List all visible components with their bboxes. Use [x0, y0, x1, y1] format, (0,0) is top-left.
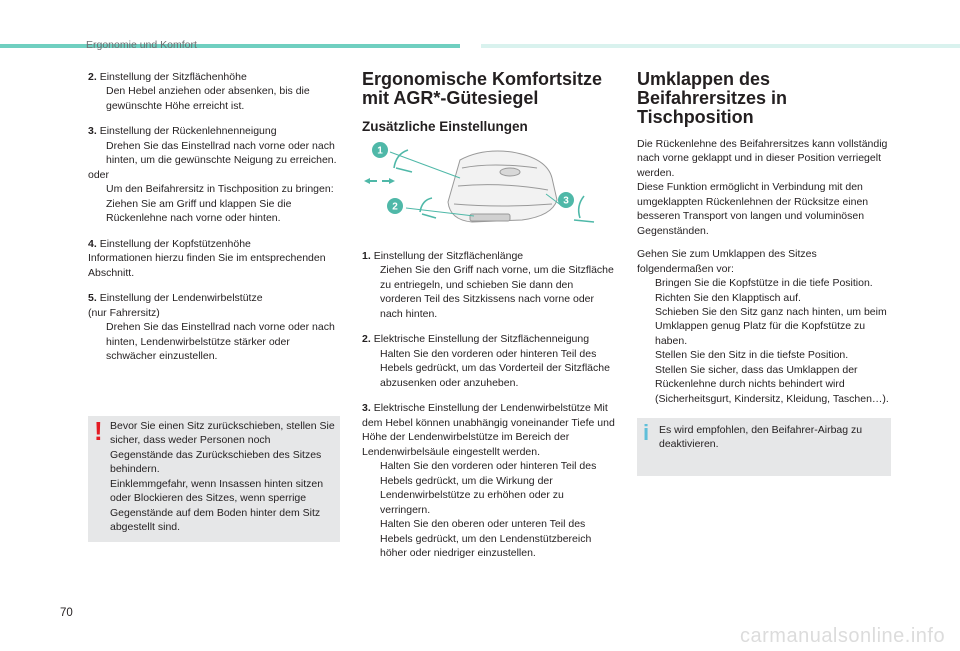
- warning-text: Bevor Sie einen Sitz zurückschieben, stellen Sie sicher, dass weder Personen noch Gegenstände das Zurückschieben des Sitzes behindern. Einklemmgefahr, wenn Insassen hinten sitzen oder Blockieren des Sitzes, wenn sperrige Gegenstände auf dem Boden hinter dem Sitz abgestellt sind.: [110, 420, 335, 534]
- bullet-item: Stellen Sie sicher, dass das Umklappen der Rückenlehne durch nichts behindert wird (Sicherheitsgurt, Kindersitz, Kleidung, Taschen…).: [655, 363, 889, 405]
- seat-diagram-svg: [362, 138, 616, 244]
- bullet-item: Stellen Sie den Sitz in die tiefste Position.: [655, 349, 849, 362]
- bullet-item: Den Hebel anziehen oder absenken, bis die gewünschte Höhe erreicht ist.: [106, 85, 310, 112]
- paragraph: Diese Funktion ermöglicht in Verbindung mit den umgeklappten Rückenlehnen der Rücksitze einen besseren Transport von langen und voluminösen Gegenständen.: [637, 181, 869, 237]
- item-title: Elektrische Einstellung der Lendenwirbelstütze: [373, 402, 591, 415]
- heading-comfort-seats: Ergonomische Komfortsitze mit AGR*-Gütesiegel: [362, 69, 603, 108]
- column-middle: [362, 70, 616, 146]
- bullet-item: Um den Beifahrersitz in Tischposition zu bringen: Ziehen Sie am Griff und klappen Sie die Rückenlehne nach vorne oder hinten.: [106, 183, 334, 225]
- item-title: Einstellung der Sitzflächenhöhe: [99, 71, 247, 83]
- column-right: [637, 70, 891, 406]
- page-number: 70: [60, 607, 73, 619]
- item-number: 1.: [362, 250, 371, 262]
- item-subtitle: (nur Fahrersitz): [88, 306, 160, 319]
- bullet-item: Richten Sie den Klapptisch auf.: [655, 291, 801, 304]
- bullet-item: Bringen Sie die Kopfstütze in die tiefe Position.: [655, 277, 873, 290]
- item-text: Informationen hierzu finden Sie im entsprechenden Abschnitt.: [88, 252, 326, 279]
- item-title: Einstellung der Rückenlehnenneigung: [99, 125, 277, 138]
- bullet-item: Halten Sie den oberen oder unteren Teil des Hebels gedrückt, um den Lendenstützbereich höher oder niedriger einzustellen.: [380, 518, 592, 560]
- callout-2: 2: [392, 201, 398, 213]
- item-electric-lumbar: 3. Elektrische Einstellung der Lendenwirbelstütze Mit dem Hebel können unabhängig voneinander Tiefe und Höhe der Lendenwirbelstütze im Bereich der Lendenwirbelsäule eingestellt werden. Halten Sie den vorderen oder hinteren Teil des Hebels gedrückt, um die Wirkung der Lendenwirbelstütze zu erhöhen oder zu verringern. Halten Sie den oberen oder unteren Teil des Hebels gedrückt, um den Lendenstützbereich höher oder niedriger einzustellen.: [362, 402, 615, 560]
- bullet-item: Drehen Sie das Einstellrad nach vorne oder nach hinten, Lendenwirbelstütze stärker oder schwächer einzustellen.: [106, 321, 335, 363]
- callout-1: 1: [377, 145, 383, 157]
- item-lumbar-support: [88, 291, 340, 363]
- column-left: [88, 70, 340, 364]
- item-title: Einstellung der Lendenwirbelstütze: [99, 292, 263, 305]
- item-number: 3.: [362, 402, 371, 415]
- item-title: Einstellung der Sitzflächenlänge: [373, 250, 524, 262]
- seat-illustration: [362, 138, 616, 244]
- or-text: oder: [88, 168, 110, 181]
- paragraph: Die Rückenlehne des Beifahrersitzes kann vollständig nach vorne geklappt und in dieser Position verriegelt werden.: [637, 137, 888, 179]
- item-number: 2.: [362, 333, 371, 346]
- item-seat-length: [362, 249, 616, 321]
- item-title: Elektrische Einstellung der Sitzflächenneigung: [373, 333, 590, 346]
- item-number: 3.: [88, 125, 97, 138]
- procedure-intro: Gehen Sie zum Umklappen des Sitzes folgendermaßen vor:: [637, 248, 817, 275]
- section-title: Ergonomie und Komfort: [86, 39, 197, 51]
- warning-icon: !: [94, 416, 103, 446]
- item-seat-tilt: [362, 332, 616, 390]
- callout-3: 3: [563, 195, 569, 207]
- info-box: [637, 418, 891, 476]
- info-text: Es wird empfohlen, den Beifahrer-Airbag zu deaktivieren.: [659, 424, 863, 451]
- info-icon: i: [643, 420, 650, 445]
- item-seat-height: [88, 70, 340, 113]
- item-number: 5.: [88, 292, 97, 305]
- watermark: carmanualsonline.info: [740, 625, 946, 647]
- item-number: 2.: [88, 71, 97, 83]
- item-number: 4.: [88, 237, 97, 250]
- warning-box: [88, 416, 340, 542]
- header-bar-right: [481, 44, 960, 48]
- bullet-item: Halten Sie den vorderen oder hinteren Teil des Hebels gedrückt, um die Wirkung der Lendenwirbelstütze zu erhöhen oder zu verringern.: [380, 460, 597, 516]
- bullet-item: Drehen Sie das Einstellrad nach vorne oder nach hinten, um die gewünschte Neigung zu erreichen.: [106, 139, 337, 167]
- heading-table-position: Umklappen des Beifahrersitzes in Tischposition: [637, 69, 788, 127]
- item-backrest-angle: [88, 124, 340, 225]
- bullet-item: Halten Sie den vorderen oder hinteren Teil des Hebels gedrückt, um das Vorderteil der Sitzfläche abzusenken oder anzuheben.: [380, 347, 610, 389]
- bullet-item: Ziehen Sie den Griff nach vorne, um die Sitzfläche zu entriegeln, und schieben Sie dann den vorderen Teil des Sitzkissens nach vorne oder nach hinten.: [380, 264, 614, 320]
- header-bar-left: [0, 44, 460, 48]
- bullet-item: Schieben Sie den Sitz ganz nach hinten, um beim Umklappen genug Platz für die Kopfstütze zu haben.: [655, 306, 887, 347]
- subheading-additional-settings: Zusätzliche Einstellungen: [362, 118, 528, 134]
- item-headrest-height: [88, 237, 340, 280]
- column-middle-text: [362, 249, 616, 561]
- direction-arrows: [364, 178, 395, 184]
- item-title: Einstellung der Kopfstützenhöhe: [99, 237, 251, 250]
